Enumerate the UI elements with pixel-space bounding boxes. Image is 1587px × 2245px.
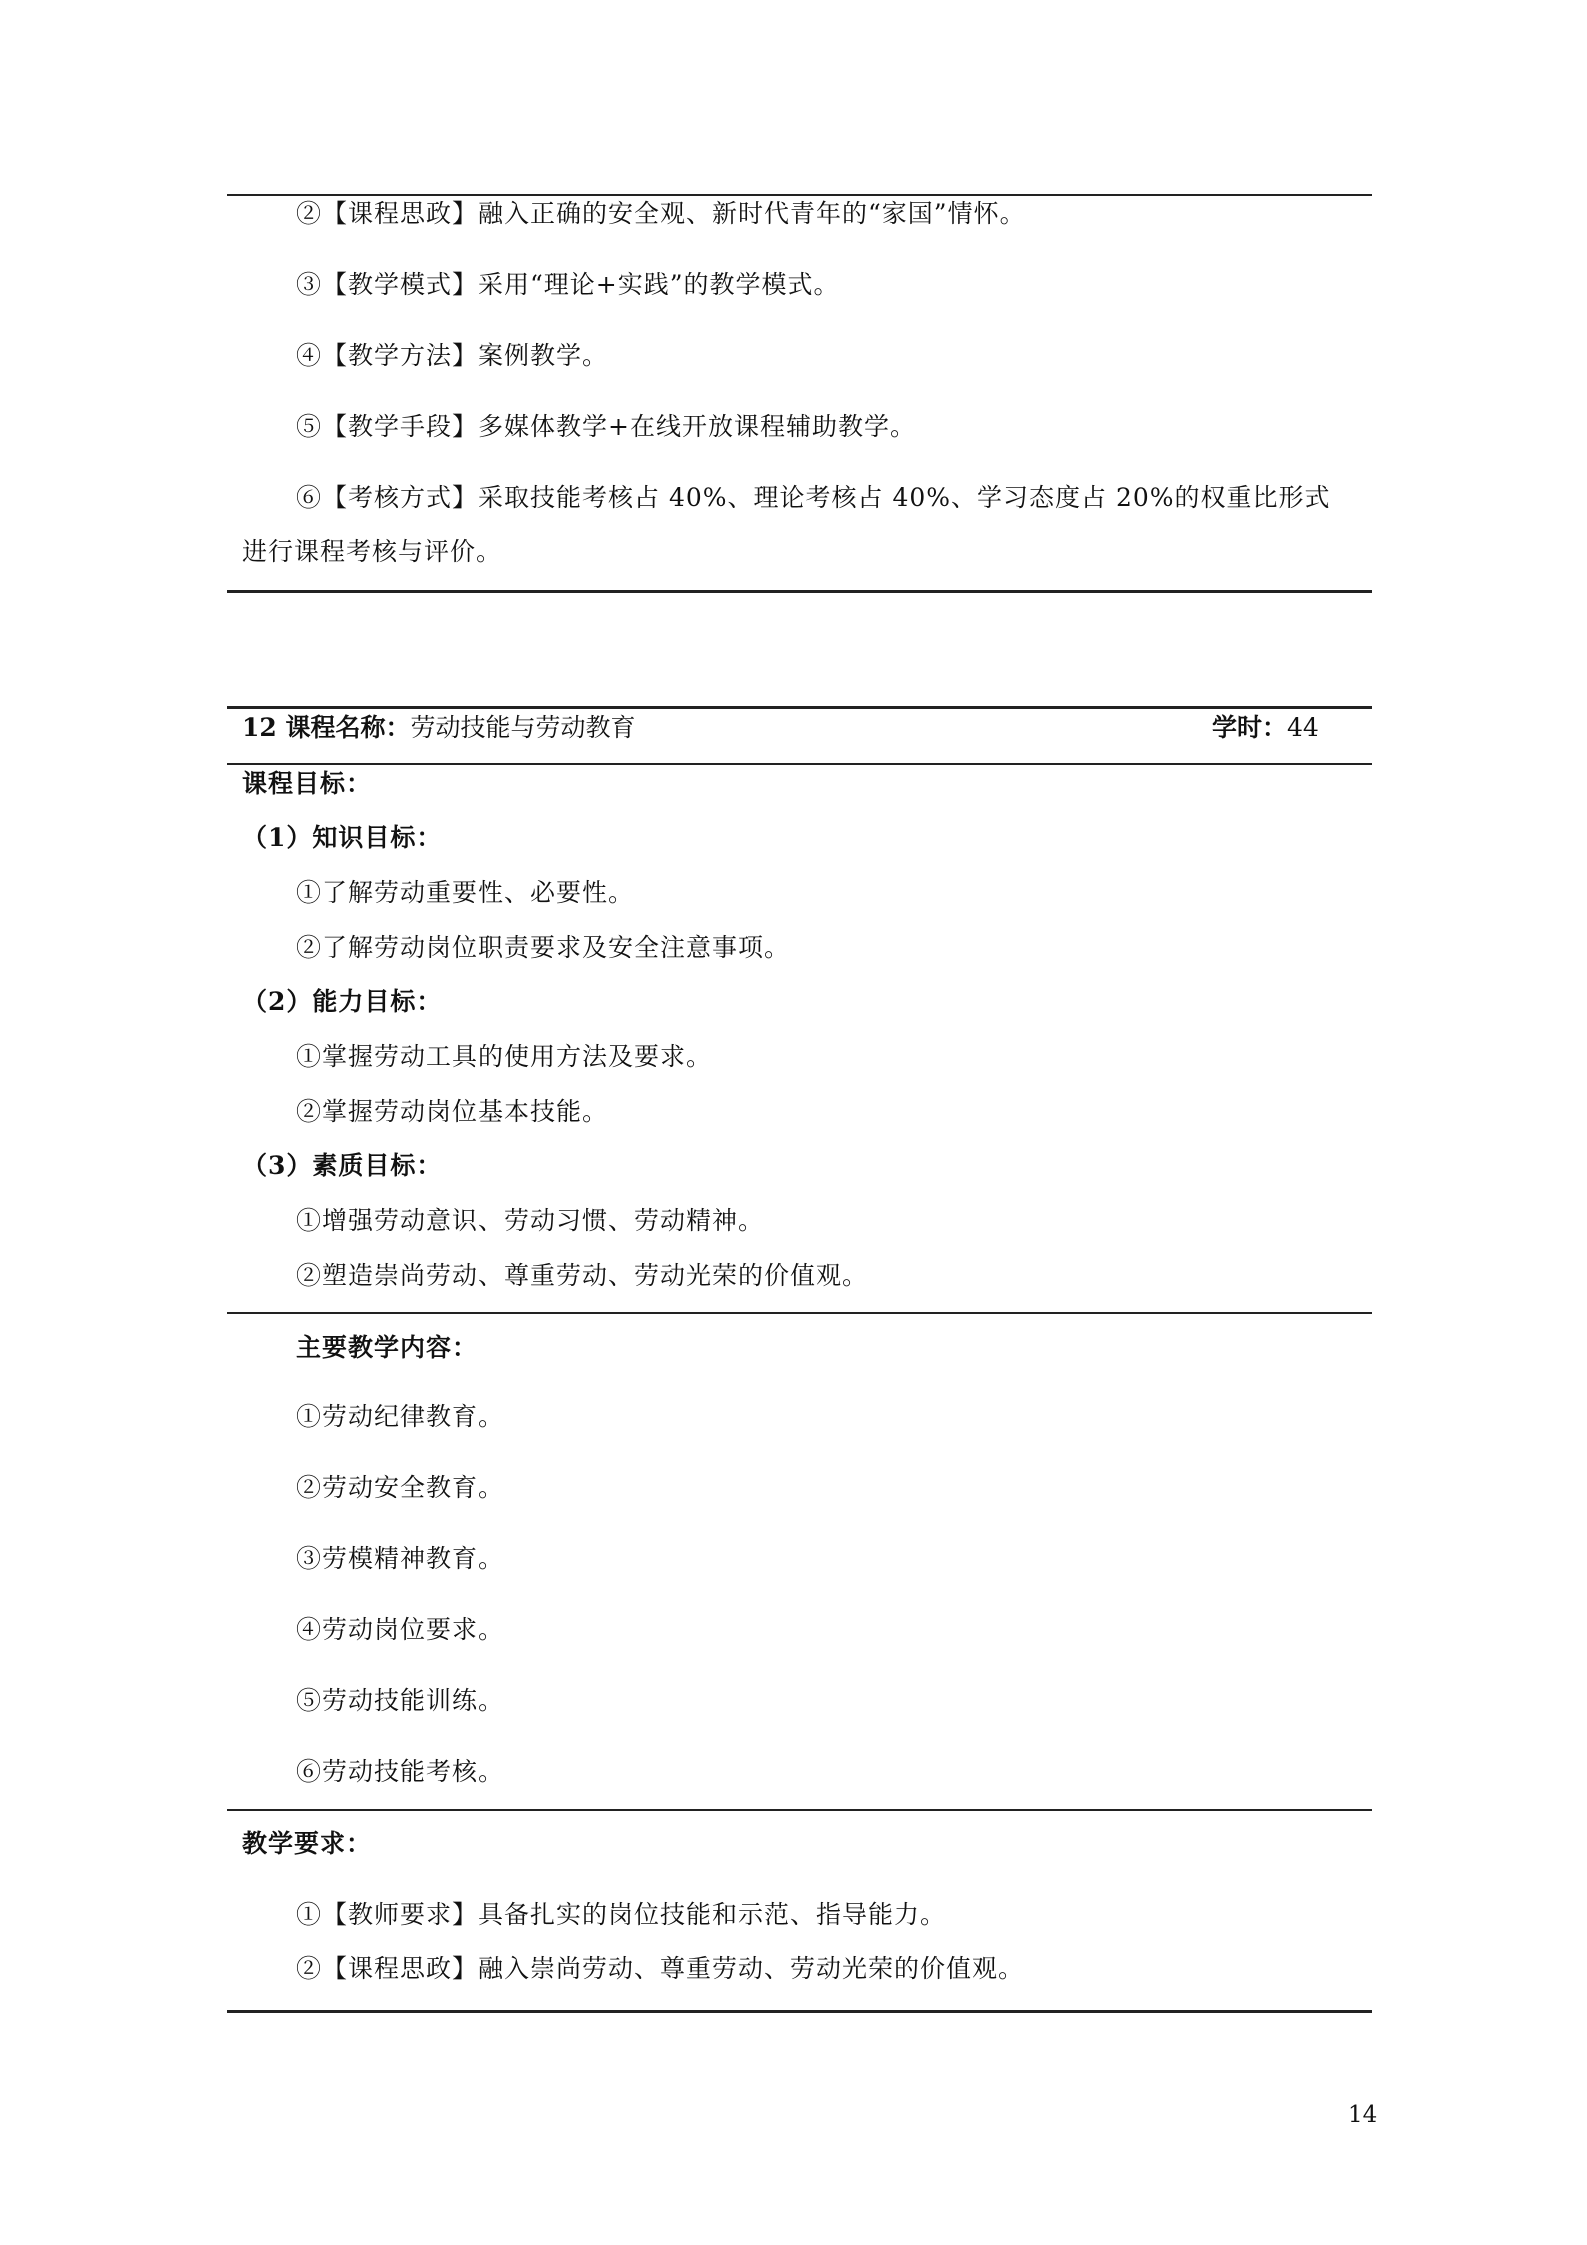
- prev-line-4: ④【教学方法】案例教学。: [296, 341, 609, 370]
- prev-line-6-cont: 进行课程考核与评价。: [242, 537, 503, 566]
- prev-line-6: ⑥【考核方式】采取技能考核占 40%、理论考核占 40%、学习态度占 20%的权重比形式: [296, 483, 1331, 512]
- prev-line-2: ②【课程思政】融入正确的安全观、新时代青年的“家国”情怀。: [296, 199, 1026, 228]
- objectives-title: 课程目标：: [242, 769, 373, 798]
- course-hours-label: 学时：: [1212, 713, 1288, 742]
- table-rule: [227, 763, 1372, 765]
- ability-title: （2）能力目标：: [242, 987, 443, 1016]
- ability-item: ①掌握劳动工具的使用方法及要求。: [296, 1042, 713, 1071]
- table-rule: [227, 1312, 1372, 1314]
- knowledge-title: （1）知识目标：: [242, 823, 443, 852]
- table-bottom-rule: [227, 2010, 1372, 2013]
- content-item: ⑥劳动技能考核。: [296, 1757, 505, 1786]
- content-item: ①劳动纪律教育。: [296, 1402, 505, 1431]
- content-item: ③劳模精神教育。: [296, 1544, 505, 1573]
- course-hours-value: 44: [1287, 713, 1319, 742]
- course-name-label: 12 课程名称：: [242, 713, 411, 742]
- requirements-item: ①【教师要求】具备扎实的岗位技能和示范、指导能力。: [296, 1900, 947, 1929]
- requirements-title: 教学要求：: [242, 1829, 373, 1858]
- prev-line-3: ③【教学模式】采用“理论+实践”的教学模式。: [296, 270, 840, 299]
- quality-item: ②塑造崇尚劳动、尊重劳动、劳动光荣的价值观。: [296, 1261, 869, 1290]
- quality-title: （3）素质目标：: [242, 1151, 443, 1180]
- content-title: 主要教学内容：: [296, 1333, 479, 1362]
- ability-item: ②掌握劳动岗位基本技能。: [296, 1097, 609, 1126]
- prev-line-5: ⑤【教学手段】多媒体教学+在线开放课程辅助教学。: [296, 412, 916, 441]
- table-top-rule: [227, 706, 1372, 709]
- page-number: 14: [1348, 2102, 1378, 2128]
- course-name-row: [242, 710, 636, 746]
- course-name-value: 劳动技能与劳动教育: [410, 713, 636, 742]
- requirements-item: ②【课程思政】融入崇尚劳动、尊重劳动、劳动光荣的价值观。: [296, 1954, 1025, 1983]
- content-item: ④劳动岗位要求。: [296, 1615, 505, 1644]
- course-hours-row: [1212, 710, 1319, 746]
- content-item: ⑤劳动技能训练。: [296, 1686, 505, 1715]
- table-bottom-rule: [227, 590, 1372, 593]
- knowledge-item: ①了解劳动重要性、必要性。: [296, 878, 635, 907]
- knowledge-item: ②了解劳动岗位职责要求及安全注意事项。: [296, 933, 791, 962]
- table-rule: [227, 1809, 1372, 1811]
- quality-item: ①增强劳动意识、劳动习惯、劳动精神。: [296, 1206, 765, 1235]
- content-item: ②劳动安全教育。: [296, 1473, 505, 1502]
